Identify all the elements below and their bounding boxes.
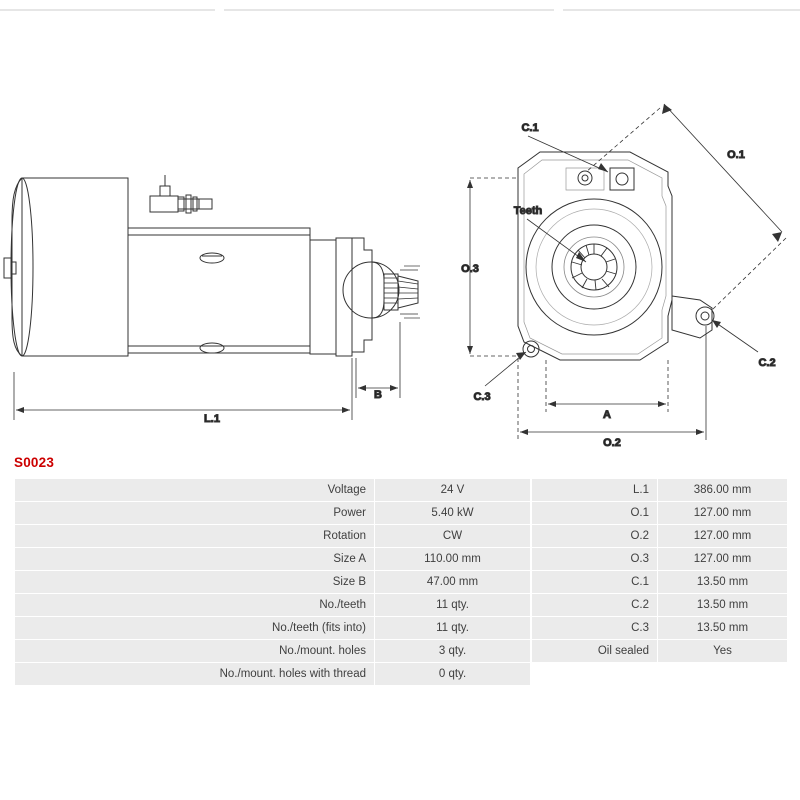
spec-label: O.2 — [532, 525, 658, 548]
spec-value: 110.00 mm — [375, 548, 531, 571]
spec-label: C.3 — [532, 617, 658, 640]
spec-value: Yes — [658, 640, 788, 663]
spec-label: Size B — [15, 571, 375, 594]
table-row — [532, 640, 788, 663]
spec-value: 11 qty. — [375, 617, 531, 640]
spec-value: 5.40 kW — [375, 502, 531, 525]
table-row — [532, 525, 788, 548]
table-row — [532, 617, 788, 640]
spec-label: No./mount. holes — [15, 640, 375, 663]
spec-label-empty — [532, 663, 658, 686]
spec-value: 127.00 mm — [658, 525, 788, 548]
label-C1: C.1 — [521, 122, 539, 134]
table-row — [532, 571, 788, 594]
spec-value-empty — [658, 663, 788, 686]
part-number: S0023 — [14, 455, 55, 470]
specifications — [14, 478, 786, 686]
label-O3: O.3 — [461, 263, 479, 275]
spec-value: 11 qty. — [375, 594, 531, 617]
starter-side-view — [4, 175, 420, 356]
table-row — [15, 479, 531, 502]
spec-label: Voltage — [15, 479, 375, 502]
table-row — [15, 594, 531, 617]
table-row — [15, 571, 531, 594]
spec-value: 0 qty. — [375, 663, 531, 686]
table-row — [532, 594, 788, 617]
spec-value: 13.50 mm — [658, 617, 788, 640]
table-row — [15, 525, 531, 548]
spec-label: Power — [15, 502, 375, 525]
spec-value: 47.00 mm — [375, 571, 531, 594]
table-row — [15, 548, 531, 571]
table-row — [532, 502, 788, 525]
spec-value: 386.00 mm — [658, 479, 788, 502]
spec-label: Size A — [15, 548, 375, 571]
spec-table-left — [14, 478, 531, 686]
spec-table-right — [531, 478, 788, 686]
spec-label: L.1 — [532, 479, 658, 502]
starter-front-view — [518, 152, 714, 360]
label-O2: O.2 — [603, 437, 621, 449]
spec-value: 3 qty. — [375, 640, 531, 663]
label-C2: C.2 — [758, 357, 776, 369]
label-teeth: Teeth — [513, 205, 543, 217]
spec-value: 127.00 mm — [658, 502, 788, 525]
spec-value: 127.00 mm — [658, 548, 788, 571]
label-L1: L.1 — [204, 413, 220, 425]
left-dimension-lines — [14, 322, 400, 420]
spec-value: 13.50 mm — [658, 571, 788, 594]
spec-label: No./teeth (fits into) — [15, 617, 375, 640]
label-O1: O.1 — [727, 149, 745, 161]
table-row — [532, 479, 788, 502]
spec-label: No./mount. holes with thread — [15, 663, 375, 686]
spec-label: No./teeth — [15, 594, 375, 617]
spec-label: C.2 — [532, 594, 658, 617]
table-row — [532, 663, 788, 686]
table-row — [15, 663, 531, 686]
spec-value: 13.50 mm — [658, 594, 788, 617]
spec-label: C.1 — [532, 571, 658, 594]
table-row — [15, 502, 531, 525]
label-A: A — [603, 409, 611, 421]
spec-label: Oil sealed — [532, 640, 658, 663]
label-B: B — [374, 389, 382, 401]
spec-value: CW — [375, 525, 531, 548]
label-C3: C.3 — [473, 391, 491, 403]
table-row — [532, 548, 788, 571]
spec-value: 24 V — [375, 479, 531, 502]
spec-label: Rotation — [15, 525, 375, 548]
spec-label: O.1 — [532, 502, 658, 525]
spec-label: O.3 — [532, 548, 658, 571]
table-row — [15, 640, 531, 663]
table-row — [15, 617, 531, 640]
